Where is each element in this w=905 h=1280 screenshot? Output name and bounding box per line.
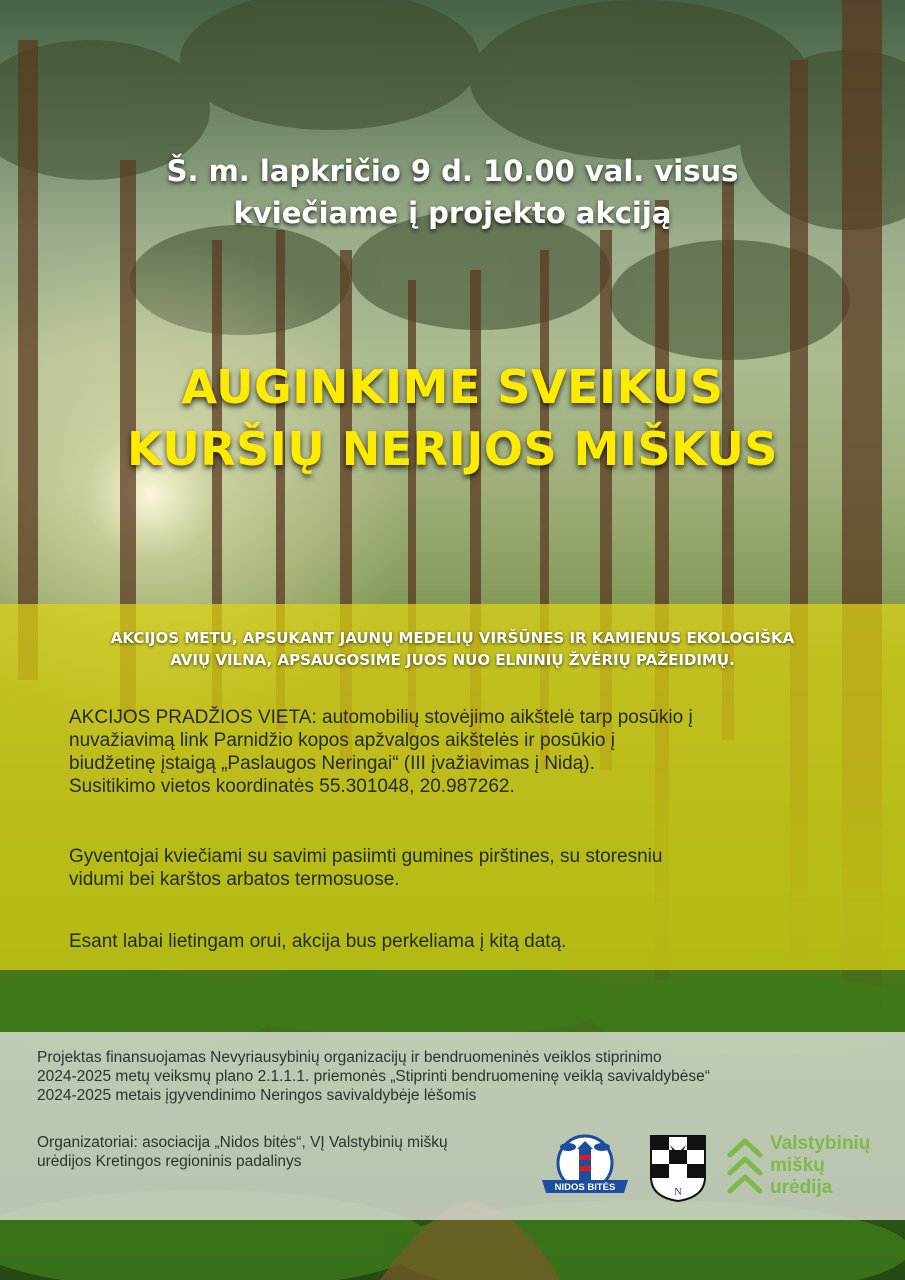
vmu-line-3: urėdija (770, 1177, 833, 1198)
nidos-bites-logo-text: NIDOS BITĖS (554, 1182, 616, 1193)
vmu-tree-icon (724, 1133, 766, 1203)
invitation-heading (0, 150, 905, 234)
location-line-1: AKCIJOS PRADŽIOS VIETA: automobilių stovėjimo aikštelė tarp posūkio į (69, 707, 693, 728)
location-line-3: biudžetinę įstaigą „Paslaugos Neringai“ (III įvažiavimas į Nidą). (69, 753, 595, 774)
funding-text (37, 1048, 710, 1105)
neringa-coat-of-arms-logo (648, 1133, 708, 1203)
neringa-logo-letter: N (674, 1186, 682, 1198)
funding-line-3: 2024-2025 metais įgyvendinimo Neringos savivaldybėje lėšomis (37, 1087, 477, 1104)
location-line-4: Susitikimo vietos koordinatės 55.301048, 20.987262. (69, 776, 515, 797)
location-line-2: nuvažiavimą link Parnidžio kopos apžvalgos aikštelės ir posūkio į (69, 730, 615, 751)
valstybiniu-misku-uredija-logo (724, 1133, 894, 1203)
bring-items-paragraph (69, 845, 889, 891)
location-paragraph (69, 706, 889, 798)
event-title (0, 356, 905, 480)
invitation-line-1: Š. m. lapkričio 9 d. 10.00 val. visus (166, 154, 739, 188)
weather-paragraph (69, 930, 889, 953)
organizers-line-2: urėdijos Kretingos regioninis padalinys (37, 1153, 302, 1170)
vmu-line-2: miškų (770, 1155, 825, 1176)
organizers-line-1: Organizatoriai: asociacija „Nidos bitės“, VĮ Valstybinių miškų (37, 1134, 448, 1151)
funding-line-1: Projektas finansuojamas Nevyriausybinių organizacijų ir bendruomeninės veiklos stiprinimo (37, 1049, 662, 1066)
vmu-line-1: Valstybinių (770, 1133, 871, 1154)
nidos-bites-logo (538, 1133, 632, 1199)
vmu-logo-text (770, 1133, 870, 1199)
bring-line-1: Gyventojai kviečiami su savimi pasiimti gumines pirštines, su storesniu (69, 846, 663, 867)
intro-line-1: AKCIJOS METU, APSUKANT JAUNŲ MEDELIŲ VIRŠŪNES IR KAMIENUS EKOLOGIŠKA (110, 629, 795, 647)
bring-line-2: vidumi bei karštos arbatos termosuose. (69, 869, 400, 890)
intro-line-2: AVIŲ VILNA, APSAUGOSIME JUOS NUO ELNINIŲ ŽVĖRIŲ PAŽEIDIMŲ. (170, 651, 735, 669)
organizers-text (37, 1133, 448, 1171)
intro-text (0, 627, 905, 671)
title-line-1: AUGINKIME SVEIKUS (181, 360, 724, 414)
funding-line-2: 2024-2025 metų veiksmų plano 2.1.1.1. priemonės „Stiprinti bendruomeninę veiklą savivaldybėse“ (37, 1068, 710, 1085)
invitation-line-2: kviečiame į projekto akciją (233, 196, 672, 230)
title-line-2: KURŠIŲ NERIJOS MIŠKUS (127, 422, 778, 476)
weather-line: Esant labai lietingam orui, akcija bus perkeliama į kitą datą. (69, 931, 567, 952)
